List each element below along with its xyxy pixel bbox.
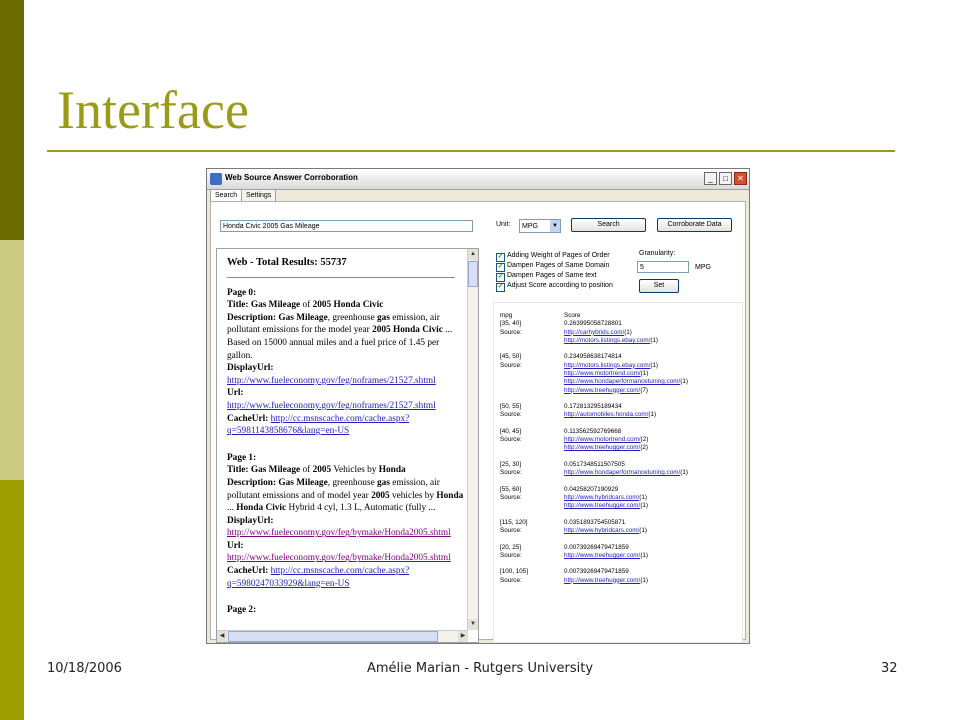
corroboration-group <box>500 320 688 345</box>
footer-author: Amélie Marian - Rutgers University <box>366 661 594 676</box>
score-value: 0.263995058728801 <box>564 320 622 328</box>
scroll-down-icon[interactable]: ▼ <box>468 619 478 630</box>
source-row <box>500 337 688 345</box>
cache-url-link-cont[interactable]: q=5980247033929&lang=en-US <box>227 578 350 589</box>
source-link[interactable]: http://www.motortrend.com/ <box>564 369 641 377</box>
display-url-key: DisplayUrl: <box>227 515 274 526</box>
description-key: Description: <box>227 312 277 323</box>
app-icon <box>210 173 222 185</box>
score-value: 0.172813295189434 <box>564 403 622 411</box>
source-label: Source: <box>500 361 522 369</box>
title-key: Title: <box>227 300 249 311</box>
title-text: of <box>300 300 313 311</box>
mpg-range: [115, 120] <box>500 518 528 526</box>
decor-band-top <box>0 0 24 240</box>
url-key: Url: <box>227 388 244 399</box>
mpg-range: [55, 60] <box>500 485 522 493</box>
url-link[interactable]: http://www.fueleconomy.gov/feg/noframes/21527.shtml <box>227 400 436 411</box>
results-divider <box>227 277 455 278</box>
source-row <box>500 378 688 386</box>
corroboration-group <box>500 519 688 536</box>
title-key: Title: <box>227 465 249 476</box>
result-page-0 <box>227 287 467 438</box>
source-label <box>500 444 564 452</box>
search-button[interactable]: Search <box>571 218 646 232</box>
corroboration-group <box>500 568 688 585</box>
results-vertical-scrollbar[interactable] <box>467 249 478 630</box>
source-label <box>500 337 564 345</box>
source-link[interactable]: http://www.motortrend.com/ <box>564 436 641 444</box>
score-value: 0.113562592769668 <box>564 427 622 435</box>
source-row <box>500 370 688 378</box>
corroboration-score-row <box>500 320 688 328</box>
source-count: (1) <box>639 527 647 535</box>
checkbox-checked-icon[interactable]: ✓ <box>497 283 504 290</box>
source-label: Source: <box>500 469 522 477</box>
mpg-range: [100, 105] <box>500 568 529 576</box>
results-horizontal-scrollbar[interactable] <box>217 630 468 642</box>
source-row <box>500 577 688 585</box>
desc-text: ... Based on 15000 annual miles and a fuel price of 1.45 per gallon. <box>227 325 453 361</box>
corroboration-score-row <box>500 461 688 469</box>
title-text: of <box>300 465 313 476</box>
header-score: Score <box>564 312 581 319</box>
source-count: (2) <box>640 436 649 444</box>
page-label: Page 2: <box>227 605 257 616</box>
source-row <box>500 552 688 560</box>
mpg-range: [40, 45] <box>500 427 522 435</box>
score-value: 0.0351893754505871 <box>564 518 626 526</box>
score-value: 0.04258207190929 <box>564 485 619 493</box>
corroboration-score-row <box>500 353 688 361</box>
source-count: (1) <box>639 493 647 501</box>
source-label: Source: <box>500 493 522 501</box>
source-count: (2) <box>640 444 649 452</box>
source-link[interactable]: http://www.hybridcars.com/ <box>564 527 640 535</box>
granularity-unit: MPG <box>695 264 711 271</box>
app-window <box>206 168 750 644</box>
cache-url-key: CacheUrl: <box>227 413 269 424</box>
granularity-label: Granularity: <box>639 250 676 257</box>
source-row <box>500 469 688 477</box>
title-keyword: 2005 <box>312 465 332 476</box>
source-link[interactable]: http://www.treehugger.com/ <box>564 576 641 584</box>
score-value: 0.0517348511507505 <box>564 460 625 468</box>
desc-keyword: Honda Civic <box>236 503 287 514</box>
source-count: (1) <box>640 369 649 377</box>
source-label: Source: <box>500 411 522 419</box>
title-text: Vehicles by <box>331 465 379 476</box>
source-row <box>500 494 688 502</box>
source-row <box>500 502 688 510</box>
display-url-key: DisplayUrl: <box>227 363 274 374</box>
scroll-up-icon[interactable]: ▲ <box>468 249 478 260</box>
source-count: (1) <box>648 411 657 419</box>
checkbox-checked-icon[interactable]: ✓ <box>497 253 504 260</box>
footer-date: 10/18/2006 <box>47 661 122 676</box>
title-keyword: Gas Mileage <box>250 300 301 311</box>
result-page-2 <box>227 604 467 617</box>
web-results-panel[interactable] <box>216 248 479 643</box>
close-button[interactable]: ✕ <box>734 172 747 185</box>
desc-text: Hybrid 4 cyl, 1.3 L, Automatic (fully ... <box>286 503 436 514</box>
decor-band-bottom <box>0 480 24 720</box>
score-value: 0.00739269479471859 <box>564 568 629 576</box>
scroll-left-icon[interactable]: ◀ <box>217 631 227 642</box>
set-button[interactable]: Set <box>639 279 679 293</box>
title-underline <box>47 150 895 152</box>
search-tab-panel <box>210 201 746 640</box>
source-link[interactable]: http://www.treehugger.com/ <box>564 444 641 452</box>
source-label: Source: <box>500 527 522 535</box>
corroboration-header <box>500 312 688 320</box>
source-label <box>500 378 564 386</box>
decor-band-middle <box>0 240 24 480</box>
source-row <box>500 362 688 370</box>
tab-settings[interactable]: Settings <box>241 189 276 202</box>
page-label: Page 1: <box>227 452 257 463</box>
source-row <box>500 444 688 452</box>
mpg-range: [35, 40] <box>500 320 522 328</box>
corroboration-group <box>500 461 688 478</box>
title-keyword: Gas Mileage <box>250 465 301 476</box>
corroboration-group <box>500 403 688 420</box>
source-link[interactable]: http://motors.listings.ebay.com/ <box>564 336 651 344</box>
source-link[interactable]: http://automobiles.honda.com/ <box>564 411 649 419</box>
results-total-header: Web - Total Results: 55737 <box>227 257 347 268</box>
source-label <box>500 387 564 395</box>
source-row <box>500 436 688 444</box>
display-url-link[interactable]: http://www.fueleconomy.gov/feg/bymake/Honda2005.shtml <box>227 528 451 539</box>
chevron-down-icon[interactable]: ▼ <box>550 220 560 232</box>
desc-text: , greenhouse <box>327 312 378 323</box>
corroborate-data-button[interactable]: Corroborate Data <box>657 218 732 232</box>
checkbox-checked-icon[interactable]: ✓ <box>497 273 504 280</box>
desc-keyword: gas <box>377 477 390 488</box>
footer-page-number: 32 <box>881 661 898 676</box>
source-count: (1) <box>650 336 659 344</box>
corroboration-score-row <box>500 568 688 576</box>
page-label: Page 0: <box>227 287 257 298</box>
corroboration-score-row <box>500 428 688 436</box>
corroboration-group <box>500 353 688 394</box>
corroboration-group <box>500 486 688 511</box>
source-link[interactable]: http://www.treehugger.com/ <box>564 551 641 559</box>
desc-keyword: 2005 Honda Civic <box>372 325 443 336</box>
source-link[interactable]: http://www.treehugger.com/ <box>564 386 641 394</box>
corroboration-group <box>500 544 688 561</box>
cache-url-key: CacheUrl: <box>227 566 269 577</box>
corroboration-group <box>500 428 688 453</box>
desc-keyword: gas <box>377 312 390 323</box>
source-label <box>500 370 564 378</box>
source-count: (1) <box>624 328 632 336</box>
title-keyword: 2005 Honda Civic <box>312 300 384 311</box>
corroboration-score-row <box>500 403 688 411</box>
source-count: (7) <box>640 386 649 394</box>
unit-select-value: MPG <box>522 223 538 230</box>
query-input[interactable]: Honda Civic 2005 Gas Mileage <box>220 220 473 232</box>
score-value: 0.234958638174814 <box>564 353 622 361</box>
source-count: (1) <box>640 502 649 510</box>
unit-label: Unit: <box>496 221 511 228</box>
source-label <box>500 502 564 510</box>
web-results-content <box>227 249 467 631</box>
desc-keyword: Gas Mileage <box>278 477 328 488</box>
cache-url-link-cont[interactable]: q=5981143858676&lang=en-US <box>227 426 350 437</box>
mpg-range: [50, 55] <box>500 403 522 411</box>
desc-keyword: 2005 <box>371 490 390 501</box>
description-key: Description: <box>227 477 277 488</box>
source-link[interactable]: http://www.hondaperformancetuning.com/ <box>564 378 681 386</box>
desc-text: emission, air pollutant emissions and of model year <box>227 477 440 501</box>
source-count: (1) <box>680 378 688 386</box>
mpg-range: [20, 25] <box>500 543 522 551</box>
source-count: (1) <box>650 361 659 369</box>
score-value: 0.00739269479471859 <box>564 543 629 551</box>
slide-title: Interface <box>57 80 249 140</box>
desc-keyword: Honda <box>436 490 464 501</box>
source-link[interactable]: http://www.hondaperformancetuning.com/ <box>564 469 681 477</box>
desc-text: , greenhouse <box>327 477 378 488</box>
source-link[interactable]: http://www.treehugger.com/ <box>564 502 641 510</box>
scroll-right-icon[interactable]: ▶ <box>458 631 468 642</box>
corroboration-list <box>500 312 688 593</box>
maximize-button[interactable]: □ <box>719 172 732 185</box>
source-label: Source: <box>500 576 522 584</box>
granularity-input[interactable]: 5 <box>637 261 689 273</box>
corroboration-results-panel[interactable] <box>493 302 743 643</box>
scroll-thumb[interactable] <box>468 261 478 287</box>
header-mpg: mpg <box>500 312 513 319</box>
source-count: (1) <box>640 576 649 584</box>
desc-text: emission, air pollutant emissions for the model year <box>227 312 440 336</box>
source-count: (1) <box>640 551 649 559</box>
source-row <box>500 387 688 395</box>
option-label: Adjust Score according to position <box>507 282 613 289</box>
corroboration-score-row <box>500 519 688 527</box>
result-page-1 <box>227 452 467 591</box>
source-label: Source: <box>500 436 522 444</box>
desc-text: vehicles by <box>389 490 437 501</box>
desc-text: ... <box>227 503 237 514</box>
source-link[interactable]: http://motors.listings.ebay.com/ <box>564 361 651 369</box>
mpg-range: [45, 50] <box>500 353 522 361</box>
corroboration-score-row <box>500 486 688 494</box>
source-link[interactable]: http://www.hybridcars.com/ <box>564 493 640 501</box>
minimize-button[interactable]: _ <box>704 172 717 185</box>
source-count: (1) <box>680 469 688 477</box>
tab-search[interactable]: Search <box>210 189 242 202</box>
corroboration-score-row <box>500 544 688 552</box>
source-link[interactable]: http://carhybrids.com/ <box>564 328 625 336</box>
option-adjust-position[interactable] <box>496 281 613 292</box>
scroll-thumb[interactable] <box>228 631 438 642</box>
display-url-link[interactable]: http://www.fueleconomy.gov/feg/noframes/21527.shtml <box>227 375 436 386</box>
window-title: Web Source Answer Corroboration <box>225 173 358 182</box>
option-label: Adding Weight of Pages of Order <box>507 252 610 259</box>
url-link[interactable]: http://www.fueleconomy.gov/feg/bymake/Honda2005.shtml <box>227 553 451 564</box>
checkbox-checked-icon[interactable]: ✓ <box>497 263 504 270</box>
cache-url-link[interactable]: http://cc.msnscache.com/cache.aspx? <box>270 413 410 424</box>
option-label: Dampen Pages of Same Domain <box>507 262 610 269</box>
option-label: Dampen Pages of Same text <box>507 272 597 279</box>
source-row <box>500 527 688 535</box>
url-key: Url: <box>227 540 244 551</box>
unit-select[interactable] <box>519 219 561 233</box>
window-titlebar[interactable] <box>207 169 749 190</box>
source-row <box>500 411 688 419</box>
source-label: Source: <box>500 328 522 336</box>
desc-keyword: Gas Mileage <box>278 312 328 323</box>
title-keyword: Honda <box>378 465 406 476</box>
mpg-range: [25, 30] <box>500 460 522 468</box>
source-label: Source: <box>500 551 522 559</box>
cache-url-link[interactable]: http://cc.msnscache.com/cache.aspx? <box>270 566 410 577</box>
source-row <box>500 329 688 337</box>
